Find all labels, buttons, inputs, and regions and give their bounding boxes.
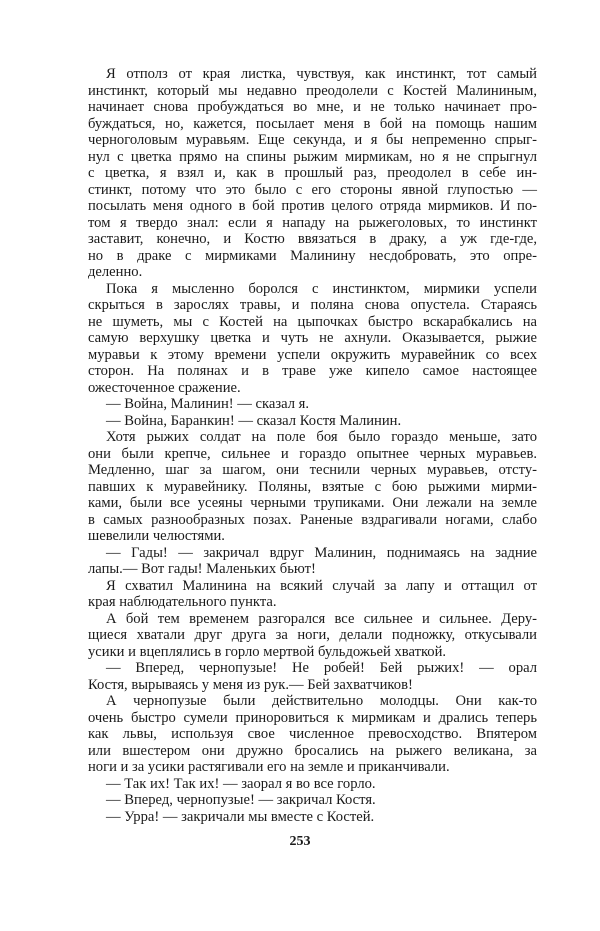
text-line: щиеся хватали друг друга за ноги, делали подножку, откусывали <box>88 627 537 643</box>
paragraph <box>88 776 537 793</box>
text-line: — Урра! — закричали мы вместе с Костей. <box>106 808 375 825</box>
text-line: сторон. На полянах и в траве уже кипело самое настоящее <box>88 363 537 379</box>
paragraph <box>88 396 537 413</box>
text-line: Я схватил Малинина на всякий случай за лапу и оттащил от <box>106 577 537 594</box>
text-line: — Война, Малинин! — сказал я. <box>106 396 310 412</box>
text-line: края наблюдательного пункта. <box>88 594 277 610</box>
paragraph <box>88 809 537 826</box>
text-line: не шуметь, мы с Костей на цыпочках быстро вскарабкались на <box>88 313 537 330</box>
text-line: посылать меня одного в бой против целого отряда мирмиков. И по- <box>88 198 537 214</box>
paragraph <box>88 611 537 661</box>
paragraph <box>88 429 537 545</box>
paragraph <box>88 693 537 776</box>
text-line: в самых разнообразных позах. Раненые вздрагивали ногами, слабо <box>88 511 537 528</box>
text-line: нул с цветка прямо на спины рыжим мирмикам, но я не спрыгнул <box>88 148 537 165</box>
paragraph <box>88 578 537 611</box>
text-line: павших к муравейнику. Поляны, взятые с бою рыжими мирми- <box>88 478 537 495</box>
paragraph <box>88 792 537 809</box>
text-line: они были крепче, сильнее и гораздо опытнее черных муравьев. <box>88 445 537 462</box>
book-page-text <box>88 66 537 825</box>
text-line: — Вперед, чернопузые! — закричал Костя. <box>106 792 376 808</box>
text-line: — Вперед, чернопузые! Не робей! Бей рыжих! — орал <box>106 660 537 676</box>
text-line: Костя, вырываясь у меня из рук.— Бей захватчиков! <box>88 676 413 693</box>
text-line: — Так их! Так их! — заорал я во все горло. <box>106 775 376 792</box>
text-line: Медленно, шаг за шагом, они теснили черных муравьев, отсту- <box>88 462 537 478</box>
text-line: но в драке с мирмиками Малинину несдобровать, это опре- <box>88 247 537 264</box>
text-line: Хотя рыжих солдат на поле боя было гораздо меньше, зато <box>106 429 537 445</box>
text-line: очень быстро сумели приноровиться к мирмикам и дрались теперь <box>88 709 537 726</box>
paragraph <box>88 281 537 397</box>
text-line: ками, были все усеяны черными трупиками. Они лежали на земле <box>88 495 537 511</box>
text-line: муравьи к этому времени успели окружить муравейник со всех <box>88 346 537 363</box>
text-line: с цветка, я взял и, как в прошлый раз, преодолел в себе ин- <box>88 165 537 181</box>
text-line: А чернопузые были действительно молодцы. Они как-то <box>106 693 537 709</box>
text-line: стинкт, потому что это было с его стороны явной глупостью — <box>88 181 537 198</box>
text-line: том я твердо знал: если я нападу на рыжеголовых, то инстинкт <box>88 214 537 231</box>
text-line: Пока я мысленно боролся с инстинктом, мирмики успели <box>106 280 537 297</box>
paragraph <box>88 413 537 430</box>
text-line: ожесточенное сражение. <box>88 379 241 396</box>
text-line: — Война, Баранкин! — сказал Костя Малинин. <box>106 412 402 429</box>
text-line: Я отполз от края листка, чувствуя, как инстинкт, тот самый <box>106 66 537 82</box>
text-line: А бой тем временем разгорался все сильнее и сильнее. Деру- <box>106 610 537 627</box>
text-line: самую верхушку цветка и чуть не ахнули. Оказывается, рыжие <box>88 330 537 346</box>
text-line: начинает снова пробуждаться во мне, и не только начинает про- <box>88 99 537 115</box>
text-line: как львы, используя свое численное превосходство. Впятером <box>88 726 537 742</box>
text-line: — Гады! — закричал вдруг Малинин, поднимаясь на задние <box>106 544 537 561</box>
text-line: усики и вцеплялись в горло мертвой бульдожьей хваткой. <box>88 643 447 660</box>
text-line: или вшестером они дружно бросались на рыжего великана, за <box>88 742 537 759</box>
paragraph <box>88 660 537 693</box>
paragraph <box>88 66 537 281</box>
text-line: лапы.— Вот гады! Маленьких бьют! <box>88 561 316 577</box>
text-line: скрыться в зарослях травы, и поляна снова опустела. Стараясь <box>88 297 537 313</box>
text-line: заставит, конечно, и Костю ввязаться в драку, а уж где-где, <box>88 231 537 247</box>
page-number: 253 <box>289 834 311 849</box>
text-line: буждаться, но, кажется, посылает меня в бой на помощь нашим <box>88 115 537 132</box>
text-line: инстинкт, который мы недавно преодолели с Костей Малининым, <box>88 82 537 99</box>
text-line: шевелили челюстями. <box>88 528 225 544</box>
text-line: ноги и за усики растягивали его на земле и приканчивали. <box>88 759 450 775</box>
text-line: черноголовым муравьям. Еще секунда, и я бы непременно спрыг- <box>88 132 537 148</box>
text-line: деленно. <box>88 264 143 280</box>
paragraph <box>88 545 537 578</box>
